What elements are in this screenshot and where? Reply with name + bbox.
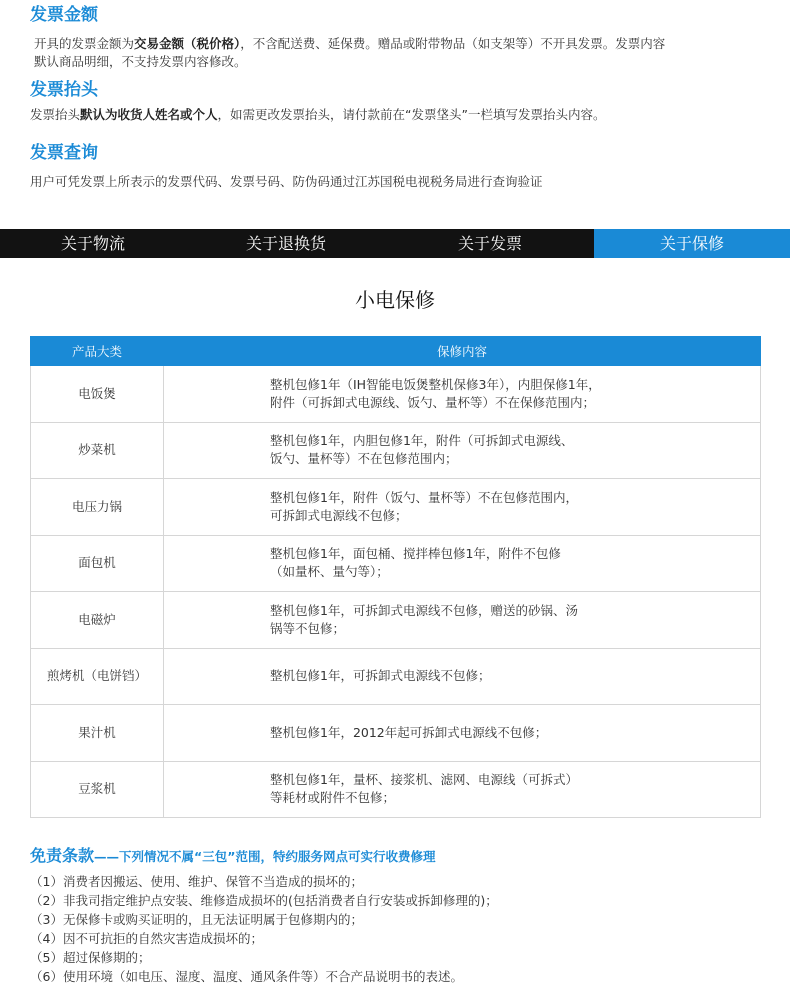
row-content-line: （如量杯、量勺等）； [270, 564, 389, 580]
row-content-line: 整机包修1年，附件（饭勺、量杯等）不在包修范围内， [270, 489, 578, 505]
row-category: 豆浆机 [31, 761, 164, 818]
row-content-line: 整机包修1年，可拆卸式电源线不包修，赠送的砂锅、汤 [270, 602, 578, 618]
table-row [31, 761, 761, 818]
table-row [31, 422, 761, 479]
row-content-line: 等耗材或附件不包修； [270, 790, 396, 806]
row-content-line: 整机包修1年，2012年起可拆卸式电源线不包修； [270, 724, 548, 740]
row-category: 果汁机 [31, 705, 164, 762]
row-content-line: 附件（可拆卸式电源线、饭勺、量杯等）不在保修范围内； [270, 394, 596, 410]
list-item: （2）非我司指定维护点安装、维修造成损坏的(包括消费者自行安装或拆卸修理的)； [30, 893, 498, 908]
warranty-title: 小电保修 [355, 288, 435, 312]
invoice-query-title: 发票查询 [30, 143, 98, 163]
list-item: （5）超过保修期的； [30, 950, 151, 965]
invoice-header-text-post: ，如需更改发票抬头，请付款前在“发票垡头”一栏填写发票抬头内容。 [217, 107, 606, 122]
row-content-line: 整机包修1年，面包桶、搅拌棒包修1年，附件不包修 [270, 546, 561, 562]
row-content-line: 整机包修1年（IH智能电饭煲整机保修3年），内胆保修1年， [270, 376, 601, 392]
disclaimer-subtitle: ——下列情况不属“三包”范围，特约服务网点可实行收费修理 [94, 849, 436, 864]
list-item: （1）消费者因搬运、使用、维护、保管不当造成的损坏的； [30, 874, 363, 889]
table-row [31, 479, 761, 536]
table-row [31, 705, 761, 762]
row-content-line: 整机包修1年，内胆包修1年，附件（可拆卸式电源线、 [270, 433, 574, 449]
row-category: 煎烤机（电饼铛） [31, 648, 164, 705]
list-item: （6）使用环境（如电压、湿度、温度、通风条件等）不合产品说明书的表述。 [30, 969, 463, 984]
row-content [164, 366, 761, 423]
header-content: 保修内容 [164, 337, 761, 366]
row-category: 炒菜机 [31, 422, 164, 479]
row-content-line: 饭勺、量杯等）不在包修范围内； [270, 451, 458, 467]
disclaimer-title [30, 846, 435, 867]
invoice-amount-text [30, 35, 770, 71]
row-content-line: 整机包修1年，量杯、接浆机、滤网、电源线（可拆式） [270, 772, 578, 788]
table-row [31, 535, 761, 592]
row-category: 电压力锅 [31, 479, 164, 536]
row-content [164, 705, 761, 762]
disclaimer-title-main: 免责条款 [30, 846, 95, 865]
list-item: （3）无保修卡或购买证明的，且无法证明属于包修期内的； [30, 912, 363, 927]
nav-tab-invoice[interactable]: 关于发票 [457, 234, 522, 253]
invoice-amount-text-post: ，不含配送费、延保费。赠品或附带物品（如支架等）不开具发票。发票内容 [240, 36, 666, 51]
invoice-query-text: 用户可凭发票上所表示的发票代码、发票号码、防伪码通过江苏国税电视税务局进行查询验证 [30, 174, 543, 189]
header-category: 产品大类 [31, 337, 164, 366]
invoice-header-text-pre: 发票抬头 [30, 107, 81, 122]
row-category: 电磁炉 [31, 592, 164, 649]
row-content [164, 761, 761, 818]
row-content-line: 锅等不包修； [270, 620, 346, 636]
list-item: （4）因不可抗拒的自然灾害造成损坏的； [30, 931, 263, 946]
row-category: 面包机 [31, 535, 164, 592]
info-nav-bar [0, 229, 790, 258]
row-content [164, 592, 761, 649]
row-content [164, 535, 761, 592]
row-content [164, 648, 761, 705]
row-content-line: 可拆卸式电源线不包修； [270, 507, 408, 523]
row-content [164, 479, 761, 536]
disclaimer-list [30, 872, 770, 986]
nav-tab-returns[interactable]: 关于退换货 [245, 234, 326, 253]
invoice-header-title: 发票抬头 [30, 80, 98, 100]
invoice-amount-text-line2: 默认商品明细，不支持发票内容修改。 [34, 54, 247, 69]
nav-tab-warranty[interactable]: 关于保修 [594, 229, 790, 258]
warranty-table-header [31, 337, 761, 366]
table-row [31, 592, 761, 649]
invoice-amount-title: 发票金额 [30, 5, 98, 25]
invoice-header-text-bold: 默认为收货人姓名或个人 [80, 107, 218, 122]
invoice-header-text [30, 106, 770, 124]
nav-tab-logistics[interactable]: 关于物流 [60, 234, 125, 253]
table-row [31, 366, 761, 423]
warranty-table [30, 336, 761, 818]
row-category: 电饭煲 [31, 366, 164, 423]
table-row [31, 648, 761, 705]
invoice-amount-text-pre: 开具的发票金额为 [34, 36, 135, 51]
invoice-amount-text-bold: 交易金额（税价格） [134, 36, 241, 51]
row-content-line: 整机包修1年，可拆卸式电源线不包修； [270, 668, 491, 684]
row-content [164, 422, 761, 479]
